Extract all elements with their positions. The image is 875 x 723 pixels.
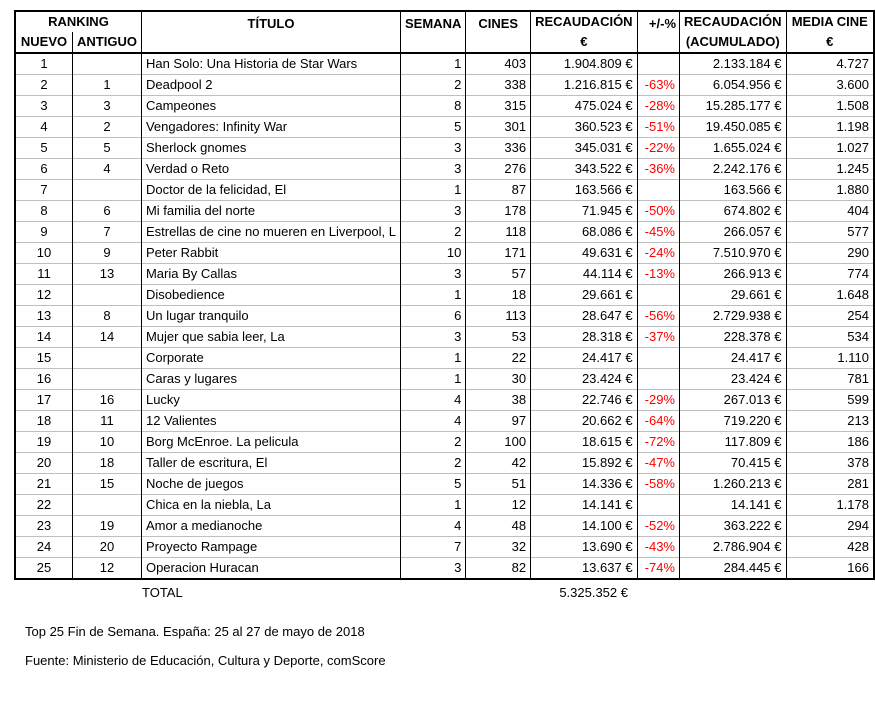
cell-cines: 48 xyxy=(466,516,531,537)
cell-pct xyxy=(637,369,679,390)
cell-semana: 2 xyxy=(401,432,466,453)
cell-recaudacion: 28.318 € xyxy=(531,327,638,348)
cell-cines: 403 xyxy=(466,53,531,75)
cell-acumulado: 117.809 € xyxy=(680,432,787,453)
cell-titulo: Chica en la niebla, La xyxy=(141,495,400,516)
cell-cines: 82 xyxy=(466,558,531,580)
cell-antiguo: 9 xyxy=(73,243,142,264)
cell-media: 1.027 xyxy=(786,138,874,159)
cell-antiguo: 5 xyxy=(73,138,142,159)
cell-recaudacion: 24.417 € xyxy=(531,348,638,369)
cell-semana: 1 xyxy=(401,369,466,390)
header-acumulado-line2: (ACUMULADO) xyxy=(680,32,787,53)
cell-acumulado: 15.285.177 € xyxy=(680,96,787,117)
cell-pct: -58% xyxy=(637,474,679,495)
cell-cines: 53 xyxy=(466,327,531,348)
table-row xyxy=(15,117,874,138)
cell-nuevo: 17 xyxy=(15,390,73,411)
cell-pct xyxy=(637,348,679,369)
header-semana: SEMANA xyxy=(401,11,466,53)
header-acumulado-line1: RECAUDACIÓN xyxy=(680,11,787,32)
cell-semana: 3 xyxy=(401,201,466,222)
cell-acumulado: 267.013 € xyxy=(680,390,787,411)
cell-nuevo: 21 xyxy=(15,474,73,495)
cell-antiguo: 20 xyxy=(73,537,142,558)
cell-nuevo: 8 xyxy=(15,201,73,222)
cell-acumulado: 2.133.184 € xyxy=(680,53,787,75)
cell-recaudacion: 345.031 € xyxy=(531,138,638,159)
cell-recaudacion: 360.523 € xyxy=(531,117,638,138)
cell-titulo: Vengadores: Infinity War xyxy=(141,117,400,138)
cell-media: 599 xyxy=(786,390,874,411)
cell-nuevo: 11 xyxy=(15,264,73,285)
table-row xyxy=(15,75,874,96)
cell-media: 166 xyxy=(786,558,874,580)
cell-acumulado: 266.057 € xyxy=(680,222,787,243)
cell-nuevo: 24 xyxy=(15,537,73,558)
cell-semana: 4 xyxy=(401,516,466,537)
cell-nuevo: 4 xyxy=(15,117,73,138)
cell-media: 1.508 xyxy=(786,96,874,117)
cell-pct: -51% xyxy=(637,117,679,138)
table-row xyxy=(15,432,874,453)
cell-semana: 3 xyxy=(401,138,466,159)
cell-media: 4.727 xyxy=(786,53,874,75)
table-row xyxy=(15,306,874,327)
cell-nuevo: 25 xyxy=(15,558,73,580)
cell-titulo: Taller de escritura, El xyxy=(141,453,400,474)
cell-recaudacion: 18.615 € xyxy=(531,432,638,453)
cell-nuevo: 1 xyxy=(40,56,48,71)
cell-media: 378 xyxy=(786,453,874,474)
cell-semana: 2 xyxy=(401,75,466,96)
cell-nuevo: 7 xyxy=(15,180,73,201)
cell-recaudacion: 22.746 € xyxy=(531,390,638,411)
cell-pct xyxy=(637,285,679,306)
cell-semana: 5 xyxy=(401,474,466,495)
cell-media: 186 xyxy=(786,432,874,453)
cell-media: 1.648 xyxy=(786,285,874,306)
cell-cines: 276 xyxy=(466,159,531,180)
cell-media: 774 xyxy=(786,264,874,285)
cell-titulo: Corporate xyxy=(141,348,400,369)
cell-media: 577 xyxy=(786,222,874,243)
cell-nuevo: 20 xyxy=(15,453,73,474)
cell-cines: 38 xyxy=(466,390,531,411)
cell-acumulado: 1.655.024 € xyxy=(680,138,787,159)
table-row xyxy=(15,474,874,495)
cell-antiguo: 12 xyxy=(73,558,142,580)
cell-recaudacion: 163.566 € xyxy=(531,180,638,201)
cell-recaudacion: 13.690 € xyxy=(531,537,638,558)
cell-semana: 4 xyxy=(401,390,466,411)
cell-pct: -47% xyxy=(637,453,679,474)
cell-semana: 1 xyxy=(401,495,466,516)
cell-titulo: Han Solo: Una Historia de Star Wars xyxy=(141,53,400,75)
cell-nuevo: 23 xyxy=(15,516,73,537)
header-row-1 xyxy=(15,11,874,32)
cell-recaudacion: 475.024 € xyxy=(531,96,638,117)
cell-cines: 338 xyxy=(466,75,531,96)
cell-acumulado: 2.786.904 € xyxy=(680,537,787,558)
cell-recaudacion: 71.945 € xyxy=(531,201,638,222)
cell-cines: 301 xyxy=(466,117,531,138)
cell-semana: 1 xyxy=(401,285,466,306)
spreadsheet-page xyxy=(0,10,875,723)
cell-antiguo: 3 xyxy=(73,96,142,117)
cell-nuevo: 19 xyxy=(15,432,73,453)
cell-cines: 18 xyxy=(466,285,531,306)
cell-nuevo: 16 xyxy=(15,369,73,390)
cell-recaudacion: 20.662 € xyxy=(531,411,638,432)
cell-recaudacion: 68.086 € xyxy=(531,222,638,243)
header-cines: CINES xyxy=(466,11,531,53)
cell-titulo: Peter Rabbit xyxy=(141,243,400,264)
table-row xyxy=(15,264,874,285)
cell-antiguo xyxy=(73,369,142,390)
table-row xyxy=(15,390,874,411)
table-row xyxy=(15,201,874,222)
cell-recaudacion: 28.647 € xyxy=(531,306,638,327)
cell-media: 428 xyxy=(786,537,874,558)
cell-semana: 10 xyxy=(401,243,466,264)
table-row xyxy=(15,159,874,180)
cell-antiguo: 6 xyxy=(73,201,142,222)
cell-titulo: Doctor de la felicidad, El xyxy=(141,180,400,201)
cell-antiguo: 13 xyxy=(73,264,142,285)
total-value: 5.325.352 € xyxy=(559,584,628,600)
cell-nuevo: 18 xyxy=(15,411,73,432)
cell-pct: -56% xyxy=(637,306,679,327)
cell-recaudacion: 23.424 € xyxy=(531,369,638,390)
cell-titulo: Caras y lugares xyxy=(141,369,400,390)
cell-pct: -22% xyxy=(637,138,679,159)
table-row xyxy=(15,180,874,201)
cell-nuevo: 15 xyxy=(15,348,73,369)
cell-recaudacion: 1.216.815 € xyxy=(531,75,638,96)
cell-nuevo: 6 xyxy=(15,159,73,180)
cell-antiguo: 15 xyxy=(73,474,142,495)
cell-antiguo xyxy=(73,180,142,201)
cell-pct: -45% xyxy=(637,222,679,243)
cell-cines: 30 xyxy=(466,369,531,390)
cell-media: 1.880 xyxy=(786,180,874,201)
cell-pct: -13% xyxy=(637,264,679,285)
cell-titulo: Sherlock gnomes xyxy=(141,138,400,159)
table-row xyxy=(15,53,874,75)
header-recaudacion-line1: RECAUDACIÓN xyxy=(531,11,638,32)
table-body xyxy=(15,53,874,579)
cell-semana: 8 xyxy=(401,96,466,117)
cell-media: 404 xyxy=(786,201,874,222)
table-row xyxy=(15,453,874,474)
cell-cines: 118 xyxy=(466,222,531,243)
cell-media: 254 xyxy=(786,306,874,327)
cell-semana: 6 xyxy=(401,306,466,327)
table-row xyxy=(15,369,874,390)
table-row xyxy=(15,222,874,243)
cell-media: 281 xyxy=(786,474,874,495)
cell-titulo: Campeones xyxy=(141,96,400,117)
cell-titulo: Mi familia del norte xyxy=(141,201,400,222)
cell-acumulado: 14.141 € xyxy=(680,495,787,516)
cell-semana: 3 xyxy=(401,558,466,580)
cell-acumulado: 284.445 € xyxy=(680,558,787,580)
cell-media: 1.198 xyxy=(786,117,874,138)
cell-acumulado: 2.729.938 € xyxy=(680,306,787,327)
table-header xyxy=(15,11,874,53)
header-media-line2: € xyxy=(786,32,874,53)
cell-antiguo: 11 xyxy=(73,411,142,432)
cell-acumulado: 70.415 € xyxy=(680,453,787,474)
cell-semana: 2 xyxy=(401,222,466,243)
cell-cines: 22 xyxy=(466,348,531,369)
cell-antiguo: 10 xyxy=(73,432,142,453)
cell-pct: -43% xyxy=(637,537,679,558)
cell-recaudacion: 29.661 € xyxy=(531,285,638,306)
cell-media: 1.178 xyxy=(786,495,874,516)
captions xyxy=(25,624,875,668)
cell-acumulado: 6.054.956 € xyxy=(680,75,787,96)
cell-pct: -64% xyxy=(637,411,679,432)
table-row xyxy=(15,243,874,264)
cell-semana: 2 xyxy=(401,453,466,474)
cell-cines: 100 xyxy=(466,432,531,453)
cell-pct: -36% xyxy=(637,159,679,180)
cell-pct xyxy=(637,180,679,201)
cell-media: 781 xyxy=(786,369,874,390)
cell-antiguo: 4 xyxy=(73,159,142,180)
cell-acumulado: 363.222 € xyxy=(680,516,787,537)
cell-pct: -52% xyxy=(637,516,679,537)
cell-nuevo: 13 xyxy=(15,306,73,327)
cell-nuevo: 3 xyxy=(15,96,73,117)
cell-nuevo: 10 xyxy=(15,243,73,264)
cell-recaudacion: 14.141 € xyxy=(531,495,638,516)
cell-acumulado: 228.378 € xyxy=(680,327,787,348)
cell-acumulado: 23.424 € xyxy=(680,369,787,390)
cell-acumulado: 719.220 € xyxy=(680,411,787,432)
cell-titulo: Amor a medianoche xyxy=(141,516,400,537)
cell-pct: -24% xyxy=(637,243,679,264)
cell-acumulado: 2.242.176 € xyxy=(680,159,787,180)
box-office-table xyxy=(14,10,875,580)
cell-antiguo: 14 xyxy=(73,327,142,348)
cell-titulo: 12 Valientes xyxy=(141,411,400,432)
cell-antiguo xyxy=(73,53,142,75)
cell-pct: -28% xyxy=(637,96,679,117)
table-row xyxy=(15,96,874,117)
cell-pct: -50% xyxy=(637,201,679,222)
cell-cines: 97 xyxy=(466,411,531,432)
cell-antiguo: 1 xyxy=(73,75,142,96)
table-row xyxy=(15,558,874,580)
cell-titulo: Noche de juegos xyxy=(141,474,400,495)
cell-media: 294 xyxy=(786,516,874,537)
cell-titulo: Maria By Callas xyxy=(141,264,400,285)
cell-acumulado: 163.566 € xyxy=(680,180,787,201)
cell-semana: 1 xyxy=(401,53,466,75)
table-row xyxy=(15,285,874,306)
cell-titulo: Operacion Huracan xyxy=(141,558,400,580)
cell-pct: -29% xyxy=(637,390,679,411)
cell-cines: 171 xyxy=(466,243,531,264)
cell-recaudacion: 44.114 € xyxy=(531,264,638,285)
cell-semana: 7 xyxy=(401,537,466,558)
cell-semana: 3 xyxy=(401,159,466,180)
header-recaudacion-line2: € xyxy=(531,32,638,53)
header-ranking: RANKING xyxy=(48,14,109,29)
table-row xyxy=(15,537,874,558)
cell-recaudacion: 14.100 € xyxy=(531,516,638,537)
cell-antiguo xyxy=(73,348,142,369)
cell-cines: 32 xyxy=(466,537,531,558)
cell-antiguo: 7 xyxy=(73,222,142,243)
header-media-line1: MEDIA CINE xyxy=(786,11,874,32)
cell-pct: -63% xyxy=(637,75,679,96)
cell-semana: 3 xyxy=(401,327,466,348)
cell-antiguo: 16 xyxy=(73,390,142,411)
cell-media: 3.600 xyxy=(786,75,874,96)
cell-cines: 87 xyxy=(466,180,531,201)
cell-titulo: Lucky xyxy=(141,390,400,411)
cell-recaudacion: 49.631 € xyxy=(531,243,638,264)
cell-nuevo: 14 xyxy=(15,327,73,348)
table-row xyxy=(15,138,874,159)
cell-acumulado: 24.417 € xyxy=(680,348,787,369)
cell-antiguo xyxy=(73,495,142,516)
cell-acumulado: 7.510.970 € xyxy=(680,243,787,264)
header-titulo: TÍTULO xyxy=(141,11,400,53)
cell-antiguo: 18 xyxy=(73,453,142,474)
caption-source: Fuente: Ministerio de Educación, Cultura y Deporte, comScore xyxy=(25,653,386,668)
caption-title: Top 25 Fin de Semana. España: 25 al 27 de mayo de 2018 xyxy=(25,624,365,639)
cell-titulo: Proyecto Rampage xyxy=(141,537,400,558)
table-row xyxy=(15,348,874,369)
cell-recaudacion: 1.904.809 € xyxy=(531,53,638,75)
cell-acumulado: 29.661 € xyxy=(680,285,787,306)
cell-titulo: Verdad o Reto xyxy=(141,159,400,180)
cell-nuevo: 5 xyxy=(15,138,73,159)
cell-titulo: Disobedience xyxy=(141,285,400,306)
cell-pct xyxy=(637,495,679,516)
total-row xyxy=(14,580,875,604)
cell-cines: 12 xyxy=(466,495,531,516)
cell-pct: -74% xyxy=(637,558,679,580)
cell-cines: 113 xyxy=(466,306,531,327)
cell-titulo: Un lugar tranquilo xyxy=(141,306,400,327)
cell-acumulado: 1.260.213 € xyxy=(680,474,787,495)
cell-nuevo: 9 xyxy=(15,222,73,243)
table-row xyxy=(15,516,874,537)
cell-pct xyxy=(637,53,679,75)
cell-nuevo: 12 xyxy=(15,285,73,306)
cell-cines: 51 xyxy=(466,474,531,495)
cell-acumulado: 19.450.085 € xyxy=(680,117,787,138)
cell-semana: 1 xyxy=(401,180,466,201)
cell-media: 534 xyxy=(786,327,874,348)
cell-titulo: Deadpool 2 xyxy=(141,75,400,96)
table-row xyxy=(15,495,874,516)
total-label: TOTAL xyxy=(142,584,183,600)
cell-titulo: Estrellas de cine no mueren en Liverpool, L xyxy=(141,222,400,243)
cell-antiguo xyxy=(73,285,142,306)
cell-acumulado: 266.913 € xyxy=(680,264,787,285)
cell-recaudacion: 14.336 € xyxy=(531,474,638,495)
table-row xyxy=(15,411,874,432)
cell-pct: -37% xyxy=(637,327,679,348)
table-row xyxy=(15,327,874,348)
header-antiguo: ANTIGUO xyxy=(73,32,142,53)
cell-cines: 42 xyxy=(466,453,531,474)
cell-semana: 5 xyxy=(401,117,466,138)
cell-semana: 3 xyxy=(401,264,466,285)
cell-antiguo: 2 xyxy=(73,117,142,138)
cell-titulo: Mujer que sabia leer, La xyxy=(141,327,400,348)
cell-cines: 57 xyxy=(466,264,531,285)
cell-cines: 178 xyxy=(466,201,531,222)
cell-semana: 1 xyxy=(401,348,466,369)
cell-nuevo: 2 xyxy=(15,75,73,96)
cell-recaudacion: 13.637 € xyxy=(531,558,638,580)
header-nuevo: NUEVO xyxy=(20,34,68,49)
cell-recaudacion: 15.892 € xyxy=(531,453,638,474)
cell-pct: -72% xyxy=(637,432,679,453)
cell-nuevo: 22 xyxy=(15,495,73,516)
cell-titulo: Borg McEnroe. La pelicula xyxy=(141,432,400,453)
cell-media: 290 xyxy=(786,243,874,264)
cell-media: 213 xyxy=(786,411,874,432)
cell-cines: 336 xyxy=(466,138,531,159)
cell-antiguo: 19 xyxy=(73,516,142,537)
cell-recaudacion: 343.522 € xyxy=(531,159,638,180)
cell-acumulado: 674.802 € xyxy=(680,201,787,222)
cell-antiguo: 8 xyxy=(73,306,142,327)
header-pct: +/-% xyxy=(637,11,679,53)
cell-media: 1.245 xyxy=(786,159,874,180)
cell-semana: 4 xyxy=(401,411,466,432)
cell-media: 1.110 xyxy=(786,348,874,369)
cell-cines: 315 xyxy=(466,96,531,117)
